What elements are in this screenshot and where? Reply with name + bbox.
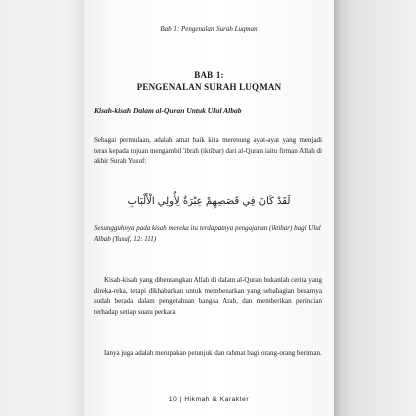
book-edge-shadow bbox=[330, 0, 416, 416]
section-heading: Kisah-kisah Dalam al-Quran Untuk Ulul Albab bbox=[94, 106, 242, 115]
paragraph-intro: Sebagai permulaan, adalah amat baik kita merenung ayat-ayat yang menjadi teras kepada tujuan mengambil 'ibrah (iktibar) dari al-Quran iaitu firman Allah di akhir Surah Yusuf: bbox=[94, 136, 322, 165]
paragraph-guidance: Ianya juga adalah merupakan petunjuk dan rahmat bagi orang-orang beriman. bbox=[104, 349, 322, 357]
running-head: Bab 1: Pengenalan Surah Luqman bbox=[160, 25, 258, 33]
chapter-title: PENGENALAN SURAH LUQMAN bbox=[136, 82, 282, 92]
page-footer: 10 | Hikmah & Karakter bbox=[168, 396, 250, 403]
paragraph-stories: Kisah-kisah yang dibentangkan Allah di dalam al-Quran bukanlah cerita yang direka-reka, tetapi dikhabarkan untuk membenarkan yang sebahagian besarnya sudah berada dalam pengetahuan bangsa Arab, dan memberikan perincian terhadap setiap suatu perkara bbox=[94, 276, 322, 316]
book-page bbox=[84, 0, 334, 416]
background-left bbox=[0, 0, 84, 416]
arabic-verse: لَقَدْ كَانَ فِي قَصَصِهِمْ عِبْرَةٌ لِأُولِي الْأَلْبَابِ bbox=[127, 196, 291, 207]
chapter-number: BAB 1: bbox=[194, 70, 224, 80]
verse-translation: Sesungguhnya pada kisah mereka itu terdapatnya pengajaran (iktibar) bagi Ulul Albab (Yusuf, 12: 111) bbox=[94, 224, 321, 243]
